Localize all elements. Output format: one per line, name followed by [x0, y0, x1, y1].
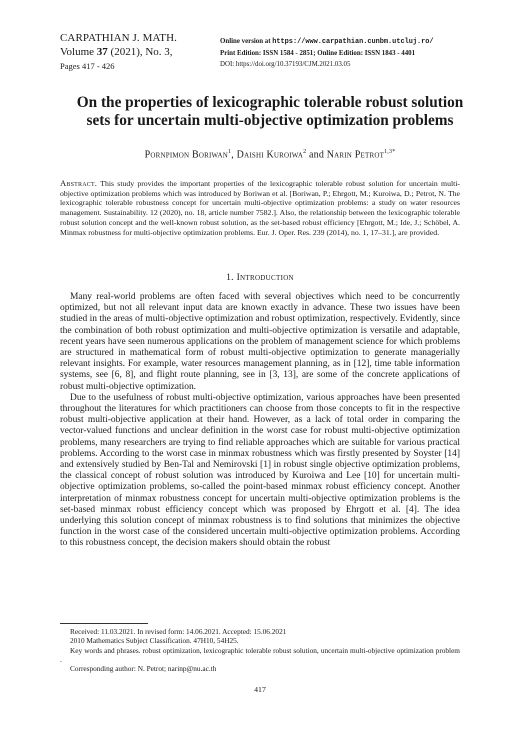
- author-1: Pornpimon Boriwan: [144, 149, 229, 161]
- paper-title: [60, 94, 480, 130]
- journal-name: CARPATHIAN J. MATH.: [60, 32, 178, 44]
- keywords: Key words and phrases. robust optimization, lexicographic tolerable robust solution, uncertain multi-objective optimization problem .: [60, 645, 460, 664]
- author-1-affiliation: 1: [228, 149, 232, 155]
- page-number: 417: [254, 685, 266, 694]
- issn-line: Print Edition: ISSN 1584 - 2851; Online Edition: ISSN 1843 - 4401: [220, 50, 416, 57]
- paragraph-2: Due to the usefulness of robust multi-objective optimization, various approaches have been presented throughout the literatures for which practitioners can choose from those concepts to fit in the respective robust multi-objective application at their hand. However, as a lack of total order in comparing the vector-valued functions and unclear definition in the worst case for robust multi-objective optimization problems, many researchers are trying to find reliable approaches which are suitable for various practical problems. According to the worst case in minmax robustness which was firstly presented by Soyster [14] and extensively studied by Ben-Tal and Nemirovski [1] in robust single objective optimization problems, the classical concept of robust solution was introduced by Kuroiwa and Lee [10] for uncertain multi-objective optimization problems, so-called the point-based minmax robust efficiency concept. Another interpretation of minmax robustness concept for uncertain multi-objective optimization problems is the set-based minmax robust efficiency concept which was proposed by Ehrgott et al. [4]. The idea underlying this solution concept of minmax robustness is to find solutions that minimizes the objective function in the worst case of the considered uncertain multi-objective optimization problems. According to this robustness concept, the decision makers should obtain the robust: [60, 392, 460, 549]
- author-separator: ,: [231, 149, 237, 161]
- page-range: Pages 417 - 426: [60, 61, 115, 71]
- volume-prefix: Volume: [60, 46, 97, 58]
- publication-info: [220, 36, 490, 70]
- title-line-1: On the properties of lexicographic tolerable robust solution: [76, 94, 464, 111]
- journal-info: [60, 31, 230, 73]
- corresponding-author: Corresponding author: N. Petrot; narinp@nu.ac.th: [70, 664, 217, 674]
- footnote-divider: [60, 623, 148, 624]
- subject-classification: 2010 Mathematics Subject Classification. 47H10, 54H25.: [70, 636, 239, 646]
- section-title: Introduction: [236, 272, 294, 283]
- volume-number: 37: [96, 46, 108, 58]
- online-url-link[interactable]: https://www.carpathian.cunbm.utcluj.ro/: [272, 38, 434, 46]
- abstract-text: This study provides the important properties of the lexicographic tolerable robust solution for uncertain multi-objective optimization problems which was introduced by Boriwan et al. [Boriwan, P.; Ehrgott, M.; Kuroiwa, D.; Petrot, N. The lexicographic tolerable robustness concept for uncertain multi-objective optimization problems: a study on water resources management. Sustainability. 12 (2020), no. 18, article number 7582.]. Also, the relationship between the lexicographic tolerable robust solution concept and the well-known robust solution, as the set-based robust efficiency [Ehrgott, M.; Ide, J.; Schöbel, A. Minmax robustness for multi-objective optimization problems. Eur. J. Oper. Res. 239 (2014), no. 1, 17–31.], are provided.: [60, 179, 460, 237]
- volume-suffix: (2021), No. 3,: [107, 46, 173, 58]
- received-dates: Received: 11.03.2021. In revised form: 14.06.2021. Accepted: 15.06.2021: [70, 627, 287, 636]
- volume-line: [60, 45, 230, 59]
- paragraph-1: Many real-world problems are often faced with several objectives which need to be concurrently optimized, but not all relevant input data are known exactly in advance. These two issues have been studied in the areas of multi-objective optimization and robust optimization, respectively. Evidently, since the combination of both robust optimization and multi-objective optimization is versatile and adaptable, recent years have seen numerous applications on the problem of management science for which problems are structured in mathematical form of robust multi-objective optimization to generate managerially relevant insights. For example, water resources management planning, as in [12], time table information systems, see [6, 8], and flight route planning, see in [3, 13], are some of the concrete applications of robust multi-objective optimization.: [60, 292, 460, 392]
- author-3-affiliation: 1,3*: [384, 149, 396, 155]
- author-2: Daishi Kuroiwa: [236, 149, 304, 161]
- online-prefix: Online version at: [220, 38, 273, 45]
- footnotes: [60, 627, 460, 673]
- author-list: [60, 149, 480, 160]
- abstract-label: Abstract.: [60, 178, 98, 188]
- abstract: [60, 179, 460, 237]
- section-heading: [60, 272, 460, 283]
- author-2-affiliation: 2: [303, 149, 307, 155]
- section-number: 1.: [226, 272, 237, 283]
- author-separator: and: [306, 149, 327, 161]
- online-version: [220, 36, 490, 48]
- title-line-2: sets for uncertain multi-objective optimization problems: [86, 112, 454, 129]
- doi-link[interactable]: DOI: https://doi.org/10.37193/CJM.2021.03.05: [220, 61, 351, 68]
- body-text: [60, 292, 460, 550]
- author-3: Narin Petrot: [326, 149, 385, 161]
